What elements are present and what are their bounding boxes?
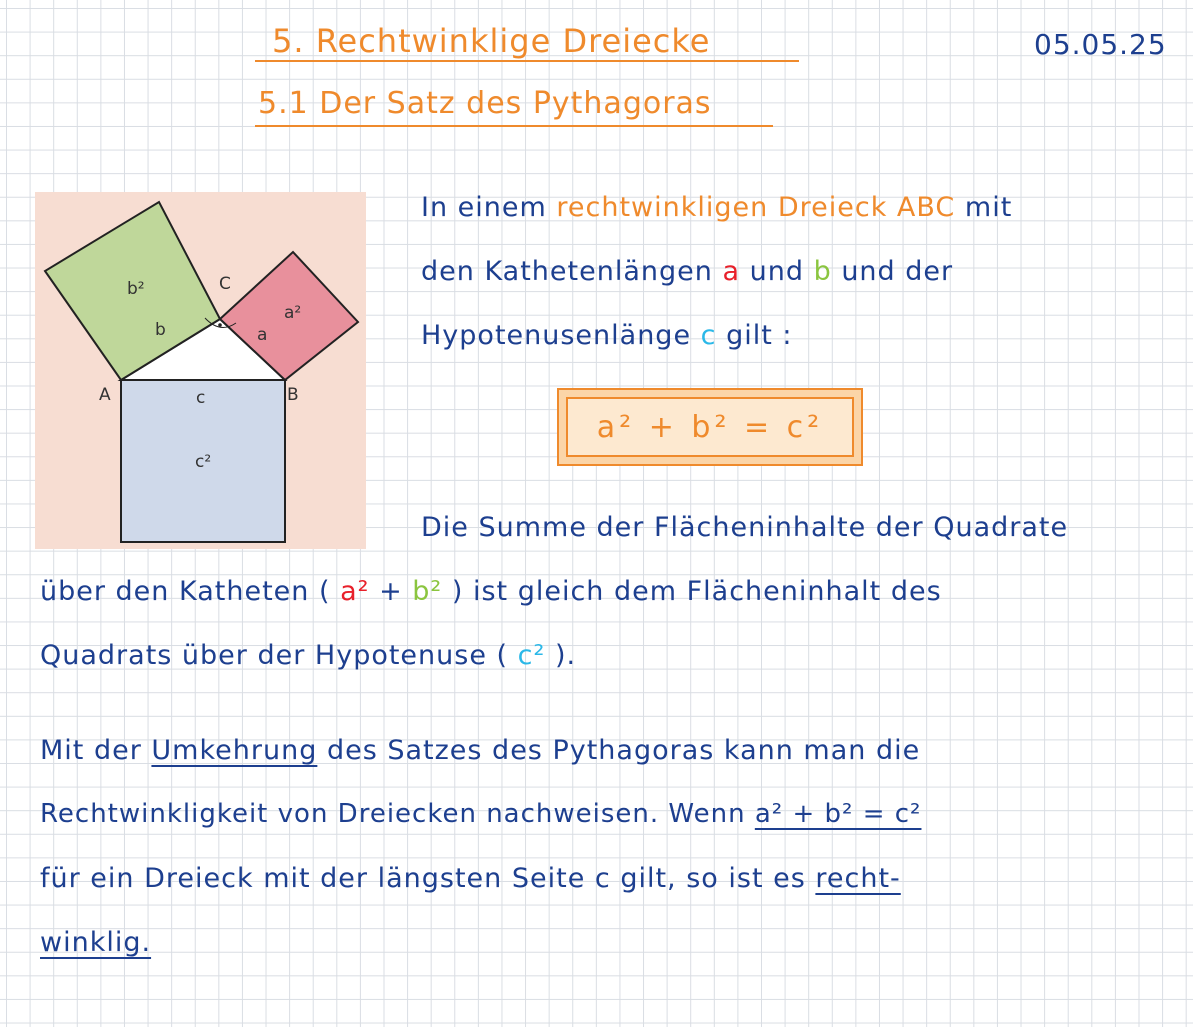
intro-text: den Kathetenlängen [421,256,713,287]
intro-text: gilt : [726,320,793,351]
label-b-squared: b² [127,279,145,299]
chapter-title: 5. Rechtwinklige Dreiecke [272,22,711,60]
section-title: 5.1 Der Satz des Pythagoras [258,86,712,121]
intro-text: und der [841,256,954,287]
intro-line-3 [421,320,793,351]
formula-box [557,388,863,466]
intro-text: und [749,256,804,287]
keyword-recht: recht- [815,863,901,894]
variable-c: c [700,320,717,351]
keyword-winklig: winklig. [40,927,152,958]
label-a-squared: a² [284,303,302,323]
converse-text: des Satzes des Pythagoras kann man die [326,735,921,766]
summary-text: über den Katheten ( [40,576,331,607]
vertex-a-label: A [99,385,111,405]
summary-text: Quadrats über der Hypotenuse ( [40,640,509,671]
converse-text: für ein Dreieck mit der längsten Seite c gilt, so ist es [40,863,806,894]
chapter-title-underline [255,60,799,62]
label-c-squared: c² [195,452,212,472]
variable-b: b [813,256,832,287]
intro-text: mit [964,192,1013,223]
summary-text: ). [554,640,577,671]
intro-line-1 [421,192,1012,223]
term-c-squared: c² [517,640,546,671]
intro-line-2 [421,256,953,287]
converse-text: Rechtwinkligkeit von Dreiecken nachweisen. Wenn [40,799,746,829]
plus-sign: + [379,576,403,607]
pythagoras-figure [35,192,366,549]
converse-line-2 [40,799,921,829]
pythagoras-formula: a² + b² = c² [566,397,854,457]
converse-text: Mit der [40,735,142,766]
summary-line-3 [40,640,576,671]
summary-line-2 [40,576,942,607]
term-a-squared: a² [340,576,370,607]
date: 05.05.25 [1034,28,1167,61]
converse-line-4 [40,927,151,958]
pythagoras-diagram [35,192,366,549]
summary-line-1: Die Summe der Flächeninhalte der Quadrate [421,512,1069,543]
intro-text: In einem [421,192,547,223]
side-a-label: a [257,325,268,345]
variable-a: a [722,256,741,287]
keyword-umkehrung: Umkehrung [151,735,318,766]
converse-line-3 [40,863,901,894]
intro-text: Hypotenusenlänge [421,320,692,351]
right-angle-dot [218,323,222,327]
vertex-c-label: C [219,274,231,294]
highlight-right-triangle: rechtwinkligen Dreieck ABC [556,192,956,223]
summary-text: ) ist gleich dem Flächeninhalt des [451,576,942,607]
vertex-b-label: B [287,385,299,405]
section-title-underline [255,125,773,127]
term-b-squared: b² [412,576,443,607]
side-c-label: c [196,388,206,408]
side-b-label: b [155,320,166,340]
converse-formula: a² + b² = c² [754,799,922,829]
converse-line-1 [40,735,920,766]
